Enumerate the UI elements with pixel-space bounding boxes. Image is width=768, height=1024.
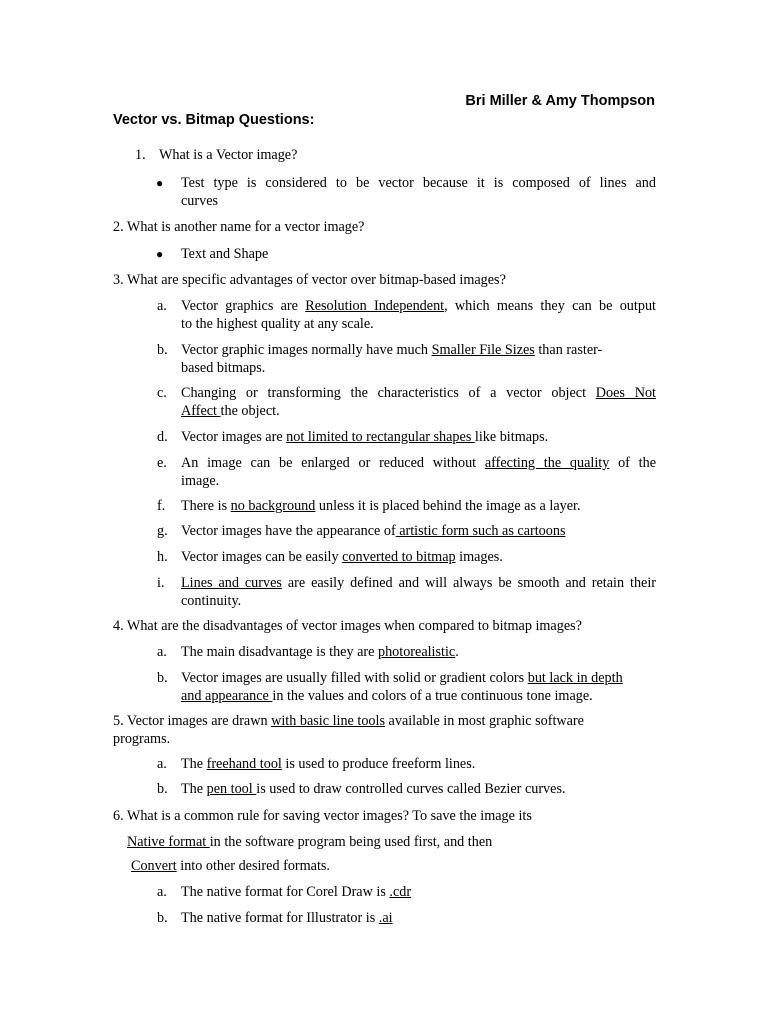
question-1 <box>135 146 678 164</box>
list-item: e. An image can be enlarged or reduced without affecting the quality of the image. <box>157 455 656 489</box>
list-item: d. Vector images are not limited to rectangular shapes like bitmaps. <box>157 429 549 445</box>
answer-2 <box>156 245 656 263</box>
list-marker: e. <box>157 455 167 471</box>
question-5: 5. Vector images are drawn with basic line tools available in most graphic software <box>113 713 584 729</box>
list-marker: g. <box>157 523 168 539</box>
list-marker: i. <box>157 575 165 591</box>
list-item: a. The freehand tool is used to produce freeform lines. <box>157 756 476 772</box>
list-item: b. The pen tool is used to draw controlled curves called Bezier curves. <box>157 781 566 797</box>
list-marker: b. <box>157 910 168 926</box>
list-item: b. Vector graphic images normally have much Smaller File Sizes than raster- based bitmaps. <box>157 342 603 376</box>
list-item: b. Vector images are usually filled with solid or gradient colors but lack in depth and appearance in the values and colors of a true continuous tone image. <box>157 670 623 704</box>
list-item: c. Changing or transforming the characteristics of a vector object Does Not Affect the object. <box>157 385 656 419</box>
list-marker: a. <box>157 644 167 660</box>
page-title: Vector vs. Bitmap Questions: <box>113 112 315 128</box>
list-marker: h. <box>157 549 168 565</box>
answer-2-text: Text and Shape <box>181 246 269 262</box>
question-6-line3: Convert into other desired formats. <box>131 858 330 874</box>
list-item: i. Lines and curves are easily defined and will always be smooth and retain their continuity. <box>157 575 656 609</box>
list-item: a. The native format for Corel Draw is .cdr <box>157 884 412 900</box>
answer-1-line2: curves <box>181 193 219 209</box>
list-marker: f. <box>157 498 166 514</box>
list-marker: c. <box>157 385 167 401</box>
question-5-line2: programs. <box>113 731 171 747</box>
question-3: 3. What are specific advantages of vector over bitmap-based images? <box>113 272 506 288</box>
question-1-text: What is a Vector image? <box>159 147 298 163</box>
answer-1 <box>156 174 656 210</box>
list-item: a. The main disadvantage is they are photorealistic. <box>157 644 459 660</box>
list-item: g. Vector images have the appearance of artistic form such as cartoons <box>157 523 566 539</box>
question-6: 6. What is a common rule for saving vector images? To save the image its <box>113 808 532 824</box>
list-item: a. Vector graphics are Resolution Independent, which means they can be output to the highest quality at any scale. <box>157 298 656 332</box>
question-6-line2: Native format in the software program being used first, and then <box>127 834 493 850</box>
list-marker: a. <box>157 756 167 772</box>
question-2: 2. What is another name for a vector image? <box>113 219 365 235</box>
bullet-icon: ● <box>156 176 164 190</box>
question-1-number: 1. <box>135 147 146 163</box>
list-marker: a. <box>157 884 167 900</box>
authors: Bri Miller & Amy Thompson <box>465 93 655 109</box>
bullet-icon: ● <box>156 247 164 261</box>
list-marker: d. <box>157 429 168 445</box>
list-marker: a. <box>157 298 167 314</box>
list-marker: b. <box>157 342 168 358</box>
list-marker: b. <box>157 670 168 686</box>
answer-1-line1: Test type is considered to be vector because it is composed of lines and <box>181 175 656 191</box>
list-item: b. The native format for Illustrator is .ai <box>157 910 393 926</box>
question-4: 4. What are the disadvantages of vector images when compared to bitmap images? <box>113 618 582 634</box>
list-item: f. There is no background unless it is placed behind the image as a layer. <box>157 498 581 514</box>
list-item: h. Vector images can be easily converted to bitmap images. <box>157 549 503 565</box>
list-marker: b. <box>157 781 168 797</box>
